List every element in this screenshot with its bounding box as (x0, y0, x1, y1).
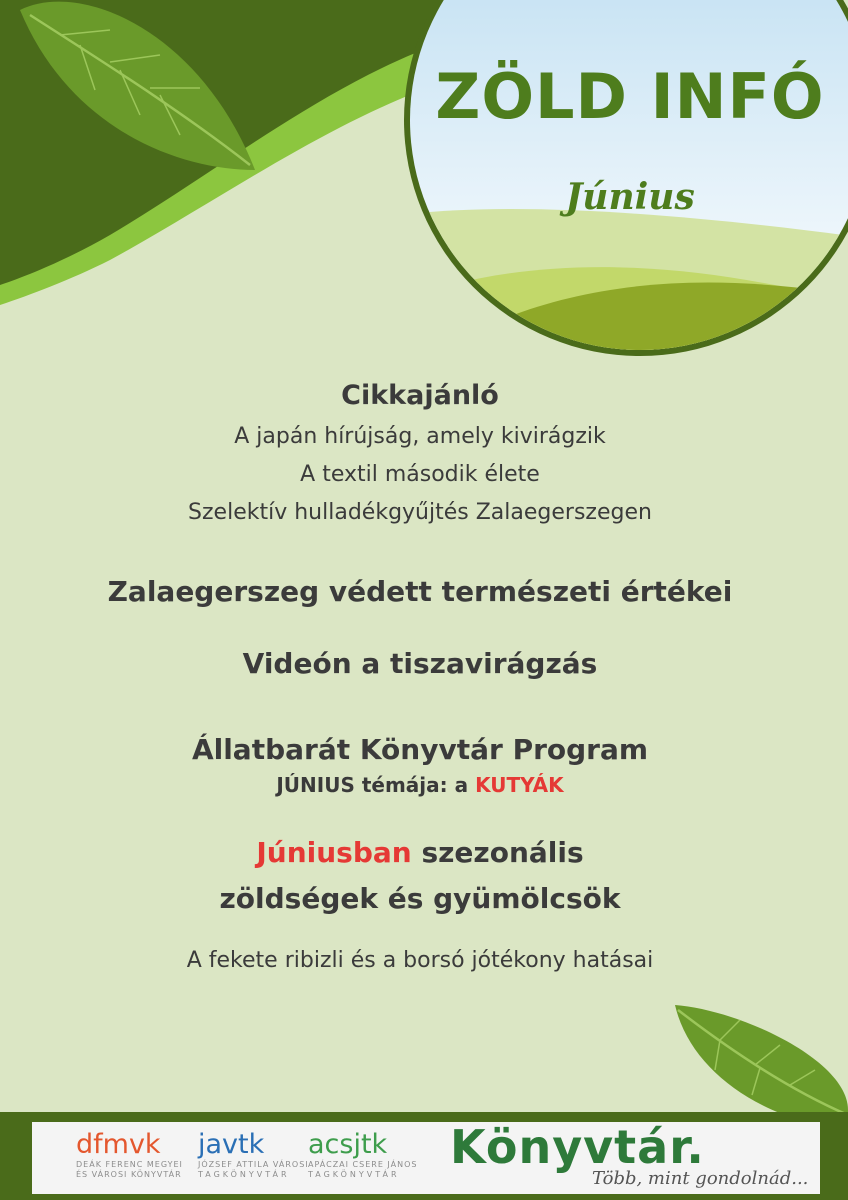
protected-values-heading: Zalaegerszeg védett természeti értékei (107, 575, 733, 608)
page-title: ZÖLD INFÓ (435, 60, 825, 133)
dfmvk-line2: ÉS VÁROSI KÖNYVTÁR (76, 1170, 182, 1179)
article-item: A textil második élete (300, 462, 540, 487)
dfmvk-logo (76, 1130, 183, 1180)
konyvtar-tagline: Több, mint gondolnád... (592, 1168, 809, 1189)
article-recommendation-heading: Cikkajánló (341, 380, 499, 411)
javtk-line1: JÓZSEF ATTILA VÁROSI (198, 1160, 309, 1169)
javtk-mark: javtk (198, 1129, 265, 1160)
animal-program-theme (40, 770, 800, 800)
acsjtk-logo (308, 1130, 417, 1180)
seasonal-rest: szezonális (421, 836, 584, 869)
theme-highlight: KUTYÁK (475, 773, 564, 797)
animal-program-heading: Állatbarát Könyvtár Program (191, 733, 649, 766)
theme-prefix: JÚNIUS témája: a (276, 773, 469, 797)
konyvtar-brand: Könyvtár. (450, 1120, 705, 1174)
dfmvk-mark: dfmvk (76, 1129, 161, 1160)
leaf-bottom-right-icon (675, 1005, 848, 1130)
seasonal-highlight: Júniusban (256, 836, 412, 869)
article-item: A japán hírújság, amely kivirágzik (234, 424, 606, 449)
month-subtitle: Június (565, 176, 695, 218)
footer-logos (32, 1122, 820, 1194)
javtk-line2: TAGKÖNYVTÁR (198, 1170, 290, 1179)
javtk-logo (198, 1130, 309, 1180)
acsjtk-mark: acsjtk (308, 1129, 388, 1160)
video-heading: Videón a tiszavirágzás (242, 647, 598, 680)
dfmvk-line1: DEÁK FERENC MEGYEI (76, 1160, 183, 1169)
acsjtk-line2: TAGKÖNYVTÁR (308, 1170, 400, 1179)
acsjtk-line1: APÁCZAI CSERE JÁNOS (308, 1160, 418, 1169)
benefits-text: A fekete ribizli és a borsó jótékony hatásai (186, 948, 654, 973)
seasonal-heading (40, 830, 800, 922)
main-content (40, 376, 800, 980)
seasonal-line2: zöldségek és gyümölcsök (219, 882, 621, 915)
article-item: Szelektív hulladékgyűjtés Zalaegerszegen (188, 500, 652, 525)
